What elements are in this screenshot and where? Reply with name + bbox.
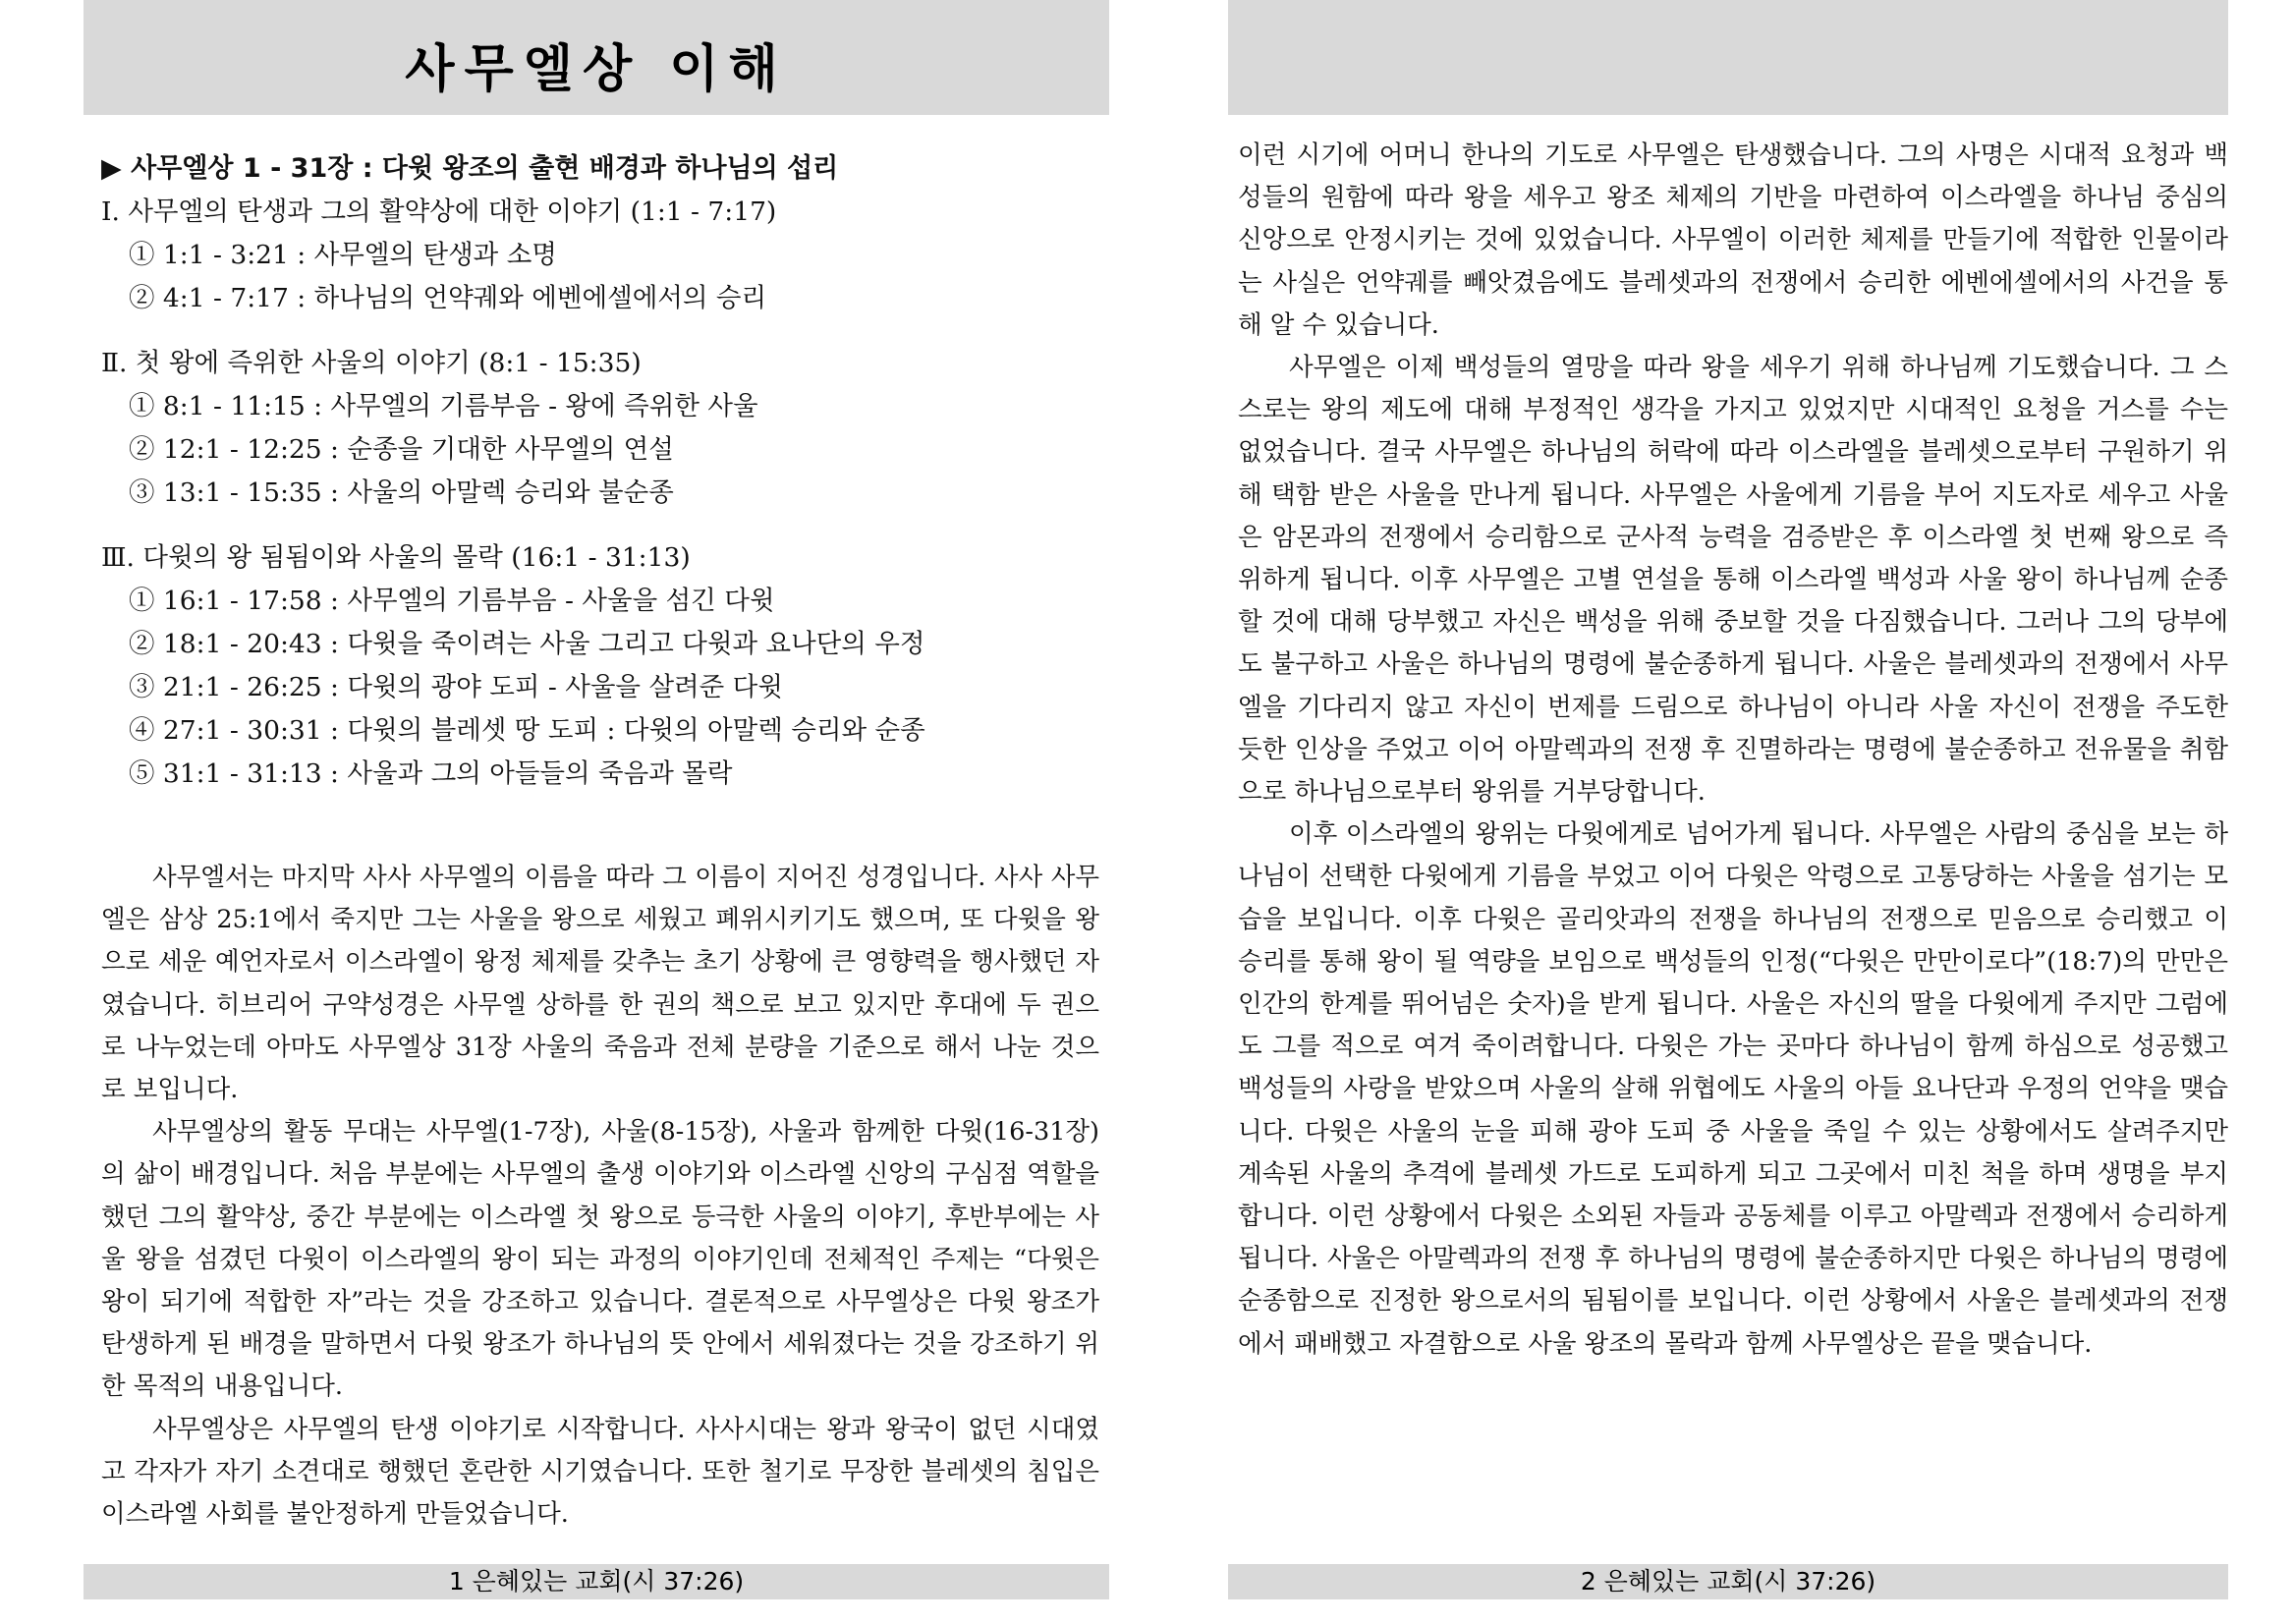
right-page bbox=[1228, 0, 2228, 1624]
outline-section-3: Ⅲ. 다윗의 왕 됨됨이와 사울의 몰락 (16:1 - 31:13) bbox=[101, 542, 691, 573]
body-paragraph: 사무엘서는 마지막 사사 사무엘의 이름을 따라 그 이름이 지어진 성경입니다. 사사 사무엘은 삼상 25:1에서 죽지만 그는 사울을 왕으로 세웠고 폐위시키기도 했으며, 또 다윗을 왕으로 세운 예언자로서 이스라엘이 왕정 체제를 갖추는 초기 상황에 큰 영향력을 행사했던 자였습니다. 히브리어 구약성경은 사무엘 상하를 한 권의 책으로 보고 있지만 후대에 두 권으로 나누었는데 아마도 사무엘상 31장 사울의 죽음과 전체 분량을 기준으로 해서 나눈 것으로 보입니다. bbox=[101, 863, 1099, 1105]
outline-item: ① 16:1 - 17:58 : 사무엘의 기름부음 - 사울을 섬긴 다윗 bbox=[129, 586, 775, 616]
outline-item: ② 12:1 - 12:25 : 순종을 기대한 사무엘의 연설 bbox=[129, 434, 674, 465]
right-body-text bbox=[1238, 135, 2228, 1366]
body-paragraph: 이런 시기에 어머니 한나의 기도로 사무엘은 탄생했습니다. 그의 사명은 시대적 요청과 백성들의 원함에 따라 왕을 세우고 왕조 체제의 기반을 마련하여 이스라엘을 하나님 중심의 신앙으로 안정시키는 것에 있었습니다. 사무엘이 이러한 체제를 만들기에 적합한 인물이라는 사실은 언약궤를 빼앗겼음에도 블레셋과의 전쟁에서 승리한 에벤에셀에서의 사건을 통해 알 수 있습니다. bbox=[1238, 140, 2228, 340]
right-page-footer: 2 은혜있는 교회(시 37:26) bbox=[1228, 1564, 2228, 1599]
left-header-bar bbox=[84, 0, 1109, 115]
body-paragraph: 사무엘은 이제 백성들의 열망을 따라 왕을 세우기 위해 하나님께 기도했습니다. 그 스스로는 왕의 제도에 대해 부정적인 생각을 가지고 있었지만 시대적인 요청을 거스를 수는 없었습니다. 결국 사무엘은 하나님의 허락에 따라 이스라엘을 블레셋으로부터 구원하기 위해 택함 받은 사울을 만나게 됩니다. 사무엘은 사울에게 기름을 부어 지도자로 세우고 사울은 암몬과의 전쟁에서 승리함으로 군사적 능력을 검증받은 후 이스라엘 첫 번째 왕으로 즉위하게 됩니다. 이후 사무엘은 고별 연설을 통해 이스라엘 백성과 사울 왕이 하나님께 순종할 것에 대해 당부했고 자신은 백성을 위해 중보할 것을 다짐했습니다. 그러나 그의 당부에도 불구하고 사울은 하나님의 명령에 불순종하게 됩니다. 사울은 블레셋과의 전쟁에서 사무엘을 기다리지 않고 자신이 번제를 드림으로 하나님이 아니라 사울 자신이 전쟁을 주도한 듯한 인상을 주었고 이어 아말렉과의 전쟁 후 진멸하라는 명령에 불순종하고 전유물을 취함으로 하나님으로부터 왕위를 거부당합니다. bbox=[1238, 353, 2228, 808]
outline-item: ④ 27:1 - 30:31 : 다윗의 블레셋 땅 도피 : 다윗의 아말렉 승리와 순종 bbox=[129, 715, 925, 746]
left-page-footer: 1 은혜있는 교회(시 37:26) bbox=[84, 1564, 1109, 1599]
outline-item: ⑤ 31:1 - 31:13 : 사울과 그의 아들들의 죽음과 몰락 bbox=[129, 758, 733, 789]
right-header-bar bbox=[1228, 0, 2228, 115]
outline-item: ② 18:1 - 20:43 : 다윗을 죽이려는 사울 그리고 다윗과 요나단의 우정 bbox=[129, 629, 925, 659]
body-paragraph: 사무엘상은 사무엘의 탄생 이야기로 시작합니다. 사사시대는 왕과 왕국이 없던 시대였고 각자가 자기 소견대로 행했던 혼란한 시기였습니다. 또한 철기로 무장한 블레셋의 침입은 이스라엘 사회를 불안정하게 만들었습니다. bbox=[101, 1414, 1099, 1530]
chapter-outline bbox=[101, 147, 1103, 796]
body-paragraph: 사무엘상의 활동 무대는 사무엘(1-7장), 사울(8-15장), 사울과 함께한 다윗(16-31장)의 삶이 배경입니다. 처음 부분에는 사무엘의 출생 이야기와 이스라엘 신앙의 구심점 역할을 했던 그의 활약상, 중간 부분에는 이스라엘 첫 왕으로 등극한 사울의 이야기, 후반부에는 사울 왕을 섬겼던 다윗이 이스라엘의 왕이 되는 과정의 이야기인데 전체적인 주제는 “다윗은 왕이 되기에 적합한 자”라는 것을 강조하고 있습니다. 결론적으로 사무엘상은 다윗 왕조가 탄생하게 된 배경을 말하면서 다윗 왕조가 하나님의 뜻 안에서 세워졌다는 것을 강조하기 위한 목적의 내용입니다. bbox=[101, 1117, 1099, 1402]
outline-item: ② 4:1 - 7:17 : 하나님의 언약궤와 에벤에셀에서의 승리 bbox=[129, 283, 767, 313]
outline-section-2: Ⅱ. 첫 왕에 즉위한 사울의 이야기 (8:1 - 15:35) bbox=[101, 348, 642, 378]
outline-item: ③ 13:1 - 15:35 : 사울의 아말렉 승리와 불순종 bbox=[129, 477, 674, 508]
left-page bbox=[84, 0, 1109, 1624]
body-paragraph: 이후 이스라엘의 왕위는 다윗에게로 넘어가게 됩니다. 사무엘은 사람의 중심을 보는 하나님이 선택한 다윗에게 기름을 부었고 이어 다윗은 악령으로 고통당하는 사울을 섬기는 모습을 보입니다. 이후 다윗은 골리앗과의 전쟁을 하나님의 전쟁으로 믿음으로 승리했고 이 승리를 통해 왕이 될 역량을 보임으로 백성들의 인정(“다윗은 만만이로다”(18:7)의 만만은 인간의 한계를 뛰어넘은 숫자)을 받게 됩니다. 사울은 자신의 딸을 다윗에게 주지만 그럼에도 그를 적으로 여겨 죽이려합니다. 다윗은 가는 곳마다 하나님이 함께 하심으로 성공했고 백성들의 사랑을 받았으며 사울의 살해 위협에도 사울의 아들 요나단과 우정의 언약을 맺습니다. 다윗은 사울의 눈을 피해 광야 도피 중 사울을 죽일 수 있는 상황에서도 살려주지만 계속된 사울의 추격에 블레셋 가드로 도피하게 되고 그곳에서 미친 척을 하며 생명을 부지합니다. 이런 상황에서 다윗은 소외된 자들과 공동체를 이루고 아말렉과 전쟁에서 승리하게 됩니다. 사울은 아말렉과의 전쟁 후 하나님의 명령에 불순종하지만 다윗은 하나님의 명령에 순종함으로 진정한 왕으로서의 됨됨이를 보입니다. 이런 상황에서 사울은 블레셋과의 전쟁에서 패배했고 자결함으로 사울 왕조의 몰락과 함께 사무엘상은 끝을 맺습니다. bbox=[1238, 819, 2228, 1359]
outline-section-1: Ⅰ. 사무엘의 탄생과 그의 활약상에 대한 이야기 (1:1 - 7:17) bbox=[101, 196, 777, 227]
outline-heading: ▶ 사무엘상 1 - 31장 : 다윗 왕조의 출현 배경과 하나님의 섭리 bbox=[101, 153, 839, 184]
document-title: 사무엘상 이해 bbox=[405, 40, 788, 99]
outline-item: ① 8:1 - 11:15 : 사무엘의 기름부음 - 왕에 즉위한 사울 bbox=[129, 391, 758, 421]
outline-item: ① 1:1 - 3:21 : 사무엘의 탄생과 소명 bbox=[129, 240, 557, 270]
outline-item: ③ 21:1 - 26:25 : 다윗의 광야 도피 - 사울을 살려준 다윗 bbox=[129, 672, 783, 702]
left-body-text bbox=[101, 857, 1099, 1536]
